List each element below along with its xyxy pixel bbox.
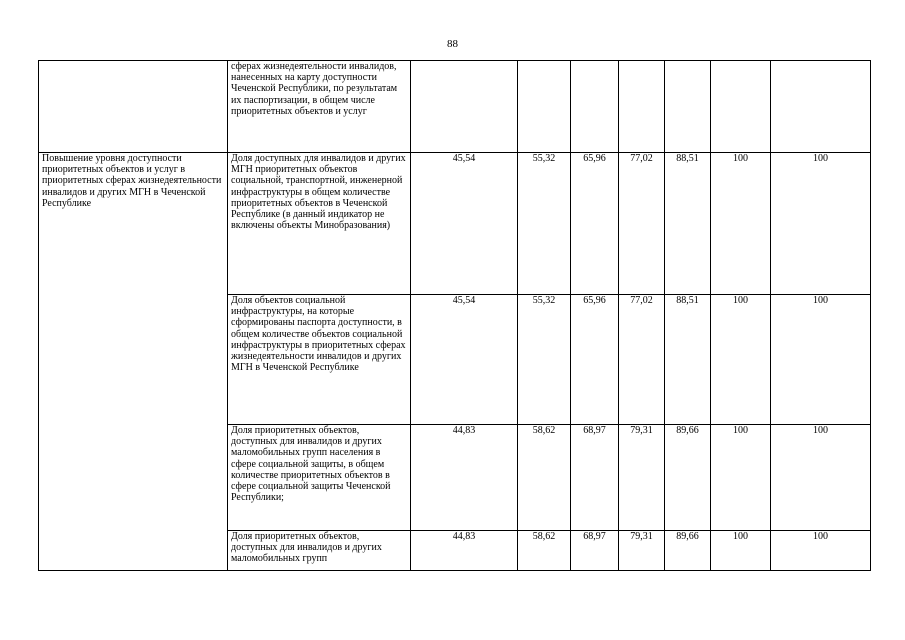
table-row <box>39 153 871 295</box>
value-cell: 100 <box>771 425 871 531</box>
value-cell: 68,97 <box>571 531 619 571</box>
value-cell <box>518 61 571 153</box>
indicators-table <box>38 60 871 571</box>
value-cell: 88,51 <box>665 153 711 295</box>
goal-cell: Повышение уровня доступности приоритетных объектов и услуг в приоритетных сферах жизнедеятельности инвалидов и других МГН в Чеченской Республике <box>39 153 228 571</box>
value-cell: 58,62 <box>518 531 571 571</box>
value-cell: 100 <box>711 153 771 295</box>
value-cell: 100 <box>771 531 871 571</box>
value-cell: 89,66 <box>665 531 711 571</box>
value-cell: 100 <box>771 295 871 425</box>
value-cell: 100 <box>771 153 871 295</box>
value-cell: 100 <box>711 425 771 531</box>
value-cell: 45,54 <box>411 295 518 425</box>
value-cell <box>711 61 771 153</box>
value-cell <box>571 61 619 153</box>
value-cell: 68,97 <box>571 425 619 531</box>
value-cell: 65,96 <box>571 295 619 425</box>
value-cell <box>771 61 871 153</box>
value-cell <box>619 61 665 153</box>
indicator-cell: сферах жизнедеятельности инвалидов, нанесенных на карту доступности Чеченской Республики, по результатам их паспортизации, в общем числе приоритетных объектов и услуг <box>228 61 411 153</box>
indicator-cell: Доля доступных для инвалидов и других МГН приоритетных объектов социальной, транспортной, инженерной инфраструктуры в общем количестве приоритетных объектов в Чеченской Республике (в данный индикатор не включены объекты Минобразования) <box>228 153 411 295</box>
value-cell: 55,32 <box>518 153 571 295</box>
value-cell <box>665 61 711 153</box>
goal-cell <box>39 61 228 153</box>
value-cell: 79,31 <box>619 425 665 531</box>
indicator-cell: Доля приоритетных объектов, доступных для инвалидов и других маломобильных групп <box>228 531 411 571</box>
indicator-cell: Доля объектов социальной инфраструктуры, на которые сформированы паспорта доступности, в общем количестве объектов социальной инфраструктуры в приоритетных сферах жизнедеятельности инвалидов и других МГН в Чеченской Республике <box>228 295 411 425</box>
value-cell: 77,02 <box>619 153 665 295</box>
value-cell: 44,83 <box>411 531 518 571</box>
value-cell: 100 <box>711 531 771 571</box>
value-cell: 55,32 <box>518 295 571 425</box>
value-cell: 79,31 <box>619 531 665 571</box>
value-cell: 89,66 <box>665 425 711 531</box>
value-cell: 77,02 <box>619 295 665 425</box>
page-number: 88 <box>447 38 458 50</box>
value-cell: 45,54 <box>411 153 518 295</box>
table-row <box>39 61 871 153</box>
value-cell <box>411 61 518 153</box>
value-cell: 44,83 <box>411 425 518 531</box>
value-cell: 65,96 <box>571 153 619 295</box>
value-cell: 88,51 <box>665 295 711 425</box>
indicator-cell: Доля приоритетных объектов, доступных для инвалидов и других маломобильных групп населения в сфере социальной защиты, в общем количестве приоритетных объектов в сфере социальной защиты Чеченской Республики; <box>228 425 411 531</box>
value-cell: 100 <box>711 295 771 425</box>
value-cell: 58,62 <box>518 425 571 531</box>
